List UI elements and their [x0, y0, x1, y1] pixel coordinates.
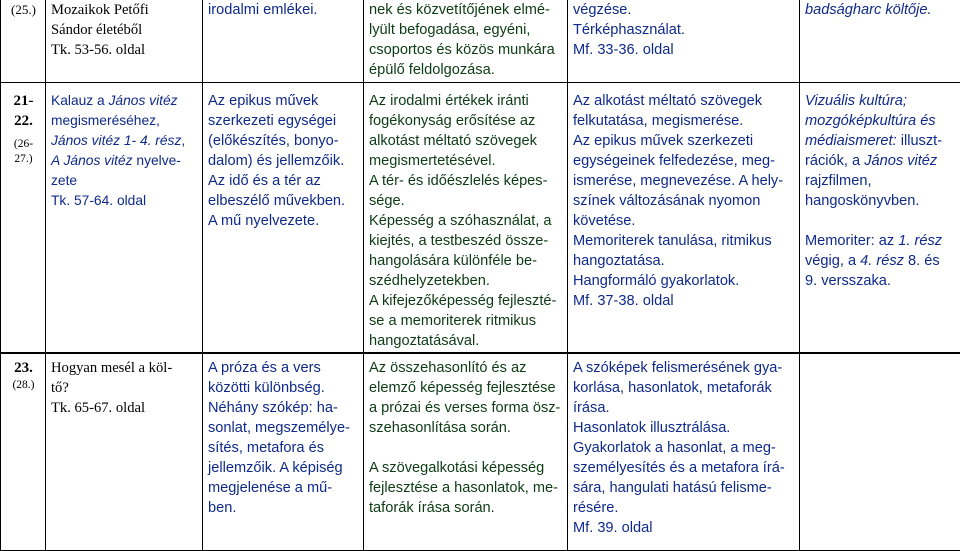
content-line: dalom) és jellemzőik.: [208, 151, 359, 171]
activity-line: írása.: [573, 398, 795, 418]
lesson-number: 21-: [6, 91, 41, 111]
competence-line: taforák írása során.: [369, 498, 563, 518]
content-line: sonlat, megszemélye-: [208, 418, 359, 438]
content-line: ben.: [208, 498, 359, 518]
connections-cell: [800, 353, 960, 551]
topic-cell: [46, 0, 203, 83]
topic-title: János vitéz: [109, 93, 178, 108]
topic-line: Mozaikok Petőfi: [51, 0, 198, 20]
content-line: A mű nyelvezete.: [208, 211, 359, 231]
content-line: jellemzőik. A képiség: [208, 458, 359, 478]
topic-text: Kalauz a: [51, 93, 109, 108]
connections-line: hangoskönyvben.: [805, 191, 956, 211]
lesson-number: 22.: [6, 111, 41, 131]
connections-cell: [800, 83, 960, 354]
competence-line: hangoztatásával.: [369, 331, 563, 351]
content-cell: [203, 83, 364, 354]
table-row: [1, 0, 960, 83]
activity-cell: [568, 353, 800, 551]
activity-line: Hasonlatok illusztrálása.: [573, 418, 795, 438]
topic-line: Sándor életéből: [51, 20, 198, 40]
activity-cell: [568, 83, 800, 354]
competence-line: szédhelyzetekben.: [369, 271, 563, 291]
content-line: A próza és a vers: [208, 358, 359, 378]
activity-line: egységeinek felfedezése, meg-: [573, 151, 795, 171]
activity-line: Hangformáló gyakorlatok.: [573, 271, 795, 291]
activity-line: korlása, hasonlatok, metaforák: [573, 378, 795, 398]
content-line: közötti különbség.: [208, 378, 359, 398]
connections-line: [805, 251, 956, 271]
activity-line: követése.: [573, 211, 795, 231]
topic-title: János vitéz: [64, 153, 133, 168]
activity-line: Gyakorlatok a hasonlat, a meg-: [573, 438, 795, 458]
topic-text: ,: [181, 133, 185, 148]
connections-line: [805, 131, 956, 151]
topic-line: Tk. 57-64. oldal: [51, 191, 198, 211]
connections-line: rajzfilmen,: [805, 171, 956, 191]
competence-cell: [364, 0, 568, 83]
topic-title: A: [51, 153, 64, 168]
activity-line: résére.: [573, 498, 795, 518]
topic-line: [51, 131, 198, 151]
topic-line: zete: [51, 171, 198, 191]
competence-line: hangolására különféle be-: [369, 251, 563, 271]
lesson-number-cell: [1, 353, 46, 551]
connections-text: médiaismeret:: [805, 133, 897, 149]
competence-cell: [364, 353, 568, 551]
competence-line: Képesség a szóhasználat, a: [369, 211, 563, 231]
connections-line: 9. versszaka.: [805, 271, 956, 291]
content-line: (előkészítés, bonyo-: [208, 131, 359, 151]
topic-line: megismeréséhez,: [51, 111, 198, 131]
content-line: irodalmi emlékei.: [208, 0, 359, 20]
connections-line: Vizuális kultúra;: [805, 91, 956, 111]
competence-line: se a memoriterek ritmikus: [369, 311, 563, 331]
connections-line: mozgóképkultúra és: [805, 111, 956, 131]
connections-title: 4. rész: [860, 253, 904, 269]
table-row: [1, 83, 960, 354]
competence-line: a prózai és verses forma ösz-: [369, 398, 563, 418]
connections-text: Memoriter: az: [805, 233, 898, 249]
connections-text: 8. és: [904, 253, 940, 269]
spacer: [805, 211, 956, 231]
lesson-number-alt: (26-: [6, 137, 41, 152]
activity-line: Mf. 37-38. oldal: [573, 291, 795, 311]
content-line: szerkezeti egységei: [208, 111, 359, 131]
activity-line: Az alkotást méltató szövegek: [573, 91, 795, 111]
activity-cell: [568, 0, 800, 83]
activity-line: sára, hangulati hatású felisme-: [573, 478, 795, 498]
activity-line: Mf. 39. oldal: [573, 518, 795, 538]
topic-line: [51, 91, 198, 111]
lesson-number-cell: [1, 0, 46, 83]
content-cell: [203, 353, 364, 551]
activity-line: felkutatása, megismerése.: [573, 111, 795, 131]
competence-line: nek és közvetítőjének elmé-: [369, 0, 563, 20]
competence-line: fogékonyság erősítése az: [369, 111, 563, 131]
competence-line: Az összehasonlító és az: [369, 358, 563, 378]
connections-line: [805, 231, 956, 251]
content-line: megjelenése a mű-: [208, 478, 359, 498]
activity-line: hangoztatása.: [573, 251, 795, 271]
topic-cell: [46, 83, 203, 354]
competence-line: A szövegalkotási képesség: [369, 458, 563, 478]
connections-line: badságharc költője.: [805, 0, 956, 20]
topic-line: Tk. 65-67. oldal: [51, 398, 198, 418]
topic-title: János vitéz 1- 4. rész: [51, 133, 181, 148]
connections-text: rációk, a: [805, 153, 864, 169]
connections-line: [805, 151, 956, 171]
lesson-number-alt: 27.): [6, 152, 41, 167]
topic-text: nyelve-: [133, 153, 181, 168]
competence-line: fejlesztése a hasonlatok, me-: [369, 478, 563, 498]
activity-line: végzése.: [573, 0, 795, 20]
topic-line: Hogyan mesél a köl-: [51, 358, 198, 378]
competence-line: alkotást méltató szövegek: [369, 131, 563, 151]
competence-line: sége.: [369, 191, 563, 211]
topic-cell: [46, 353, 203, 551]
connections-title: 1. rész: [898, 233, 942, 249]
competence-line: csoportos és közös munkára: [369, 40, 563, 60]
activity-line: színek változásának nyomon: [573, 191, 795, 211]
competence-line: megismertetésével.: [369, 151, 563, 171]
lesson-number: 23.: [6, 358, 41, 378]
connections-text: végig, a: [805, 253, 860, 269]
activity-line: Memoriterek tanulása, ritmikus: [573, 231, 795, 251]
topic-line: tő?: [51, 378, 198, 398]
activity-line: Mf. 33-36. oldal: [573, 40, 795, 60]
activity-line: ismerése, megnevezése. A hely-: [573, 171, 795, 191]
competence-line: A kifejezőképesség fejleszté-: [369, 291, 563, 311]
topic-line: Tk. 53-56. oldal: [51, 40, 198, 60]
spacer: [369, 438, 563, 458]
table-row: [1, 353, 960, 551]
activity-line: Az epikus művek szerkezeti: [573, 131, 795, 151]
competence-line: kiejtés, a testbeszéd össze-: [369, 231, 563, 251]
competence-cell: [364, 83, 568, 354]
content-cell: [203, 0, 364, 83]
connections-title: János vitéz: [864, 153, 937, 169]
competence-line: Az irodalmi értékek iránti: [369, 91, 563, 111]
topic-line: [51, 151, 198, 171]
competence-line: elemző képesség fejlesztése: [369, 378, 563, 398]
activity-line: személyesítés és a metafora írá-: [573, 458, 795, 478]
activity-line: Térképhasználat.: [573, 20, 795, 40]
competence-line: lyült befogadása, egyéni,: [369, 20, 563, 40]
content-line: elbeszélő művekben.: [208, 191, 359, 211]
content-line: Az epikus művek: [208, 91, 359, 111]
competence-line: szehasonlítása során.: [369, 418, 563, 438]
lesson-number-alt: (28.): [6, 378, 41, 393]
connections-cell: [800, 0, 960, 83]
content-line: Az idő és a tér az: [208, 171, 359, 191]
competence-line: A tér- és időészlelés képes-: [369, 171, 563, 191]
lesson-plan-table-continued: [0, 352, 960, 551]
lesson-number-cell: [1, 83, 46, 354]
lesson-number: (25.): [6, 0, 41, 20]
content-line: sítés, metafora és: [208, 438, 359, 458]
content-line: Néhány szókép: ha-: [208, 398, 359, 418]
competence-line: épülő feldolgozása.: [369, 60, 563, 80]
activity-line: A szóképek felismerésének gya-: [573, 358, 795, 378]
connections-text: illuszt-: [897, 133, 942, 149]
